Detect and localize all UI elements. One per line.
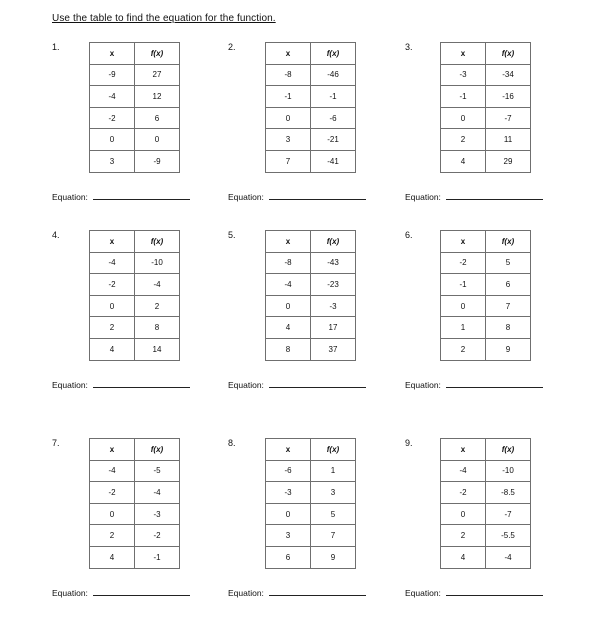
table-row <box>266 107 356 129</box>
fx-value-cell: 1 <box>311 460 356 482</box>
x-value-cell: 3 <box>90 150 135 172</box>
table-row <box>90 64 180 86</box>
table-row <box>441 295 531 317</box>
column-header-fx: f(x) <box>311 231 356 253</box>
table-header-row <box>266 439 356 461</box>
table-row <box>90 129 180 151</box>
problem-8 <box>228 438 408 638</box>
problem-number: 5. <box>228 230 236 240</box>
table-row <box>90 460 180 482</box>
answer-blank-line[interactable] <box>269 594 366 596</box>
fx-value-cell: -1 <box>311 86 356 108</box>
table-header-row <box>441 231 531 253</box>
column-header-x: x <box>90 43 135 65</box>
x-value-cell: -2 <box>441 482 486 504</box>
x-value-cell: -8 <box>266 64 311 86</box>
x-value-cell: -4 <box>90 460 135 482</box>
equation-label: Equation: <box>52 588 88 598</box>
x-value-cell: 2 <box>441 129 486 151</box>
fx-value-cell: -34 <box>486 64 531 86</box>
fx-value-cell: 3 <box>311 482 356 504</box>
x-value-cell: -2 <box>90 274 135 296</box>
equation-label: Equation: <box>52 192 88 202</box>
column-header-x: x <box>90 231 135 253</box>
equation-label: Equation: <box>52 380 88 390</box>
fx-value-cell: -6 <box>311 107 356 129</box>
table-row <box>90 525 180 547</box>
table-row <box>266 317 356 339</box>
x-value-cell: -1 <box>441 274 486 296</box>
x-value-cell: 4 <box>90 338 135 360</box>
equation-label: Equation: <box>405 588 441 598</box>
column-header-fx: f(x) <box>311 43 356 65</box>
table-row <box>266 546 356 568</box>
table-row <box>441 86 531 108</box>
fx-value-cell: -5 <box>135 460 180 482</box>
x-value-cell: 6 <box>266 546 311 568</box>
fx-value-cell: 9 <box>486 338 531 360</box>
equation-answer <box>405 380 543 390</box>
table-row <box>441 460 531 482</box>
fx-value-cell: 17 <box>311 317 356 339</box>
table-header-row <box>90 43 180 65</box>
fx-value-cell: 29 <box>486 150 531 172</box>
function-table <box>265 438 356 569</box>
function-table <box>89 42 180 173</box>
table-header-row <box>90 231 180 253</box>
function-table <box>89 230 180 361</box>
fx-value-cell: -10 <box>135 252 180 274</box>
table-row <box>90 295 180 317</box>
problem-number: 2. <box>228 42 236 52</box>
table-row <box>266 64 356 86</box>
answer-blank-line[interactable] <box>269 386 366 388</box>
fx-value-cell: -41 <box>311 150 356 172</box>
table-row <box>441 129 531 151</box>
fx-value-cell: -46 <box>311 64 356 86</box>
table-row <box>90 482 180 504</box>
x-value-cell: 7 <box>266 150 311 172</box>
fx-value-cell: 9 <box>311 546 356 568</box>
problem-6 <box>405 230 585 430</box>
fx-value-cell: -7 <box>486 107 531 129</box>
x-value-cell: 0 <box>90 295 135 317</box>
x-value-cell: 4 <box>441 546 486 568</box>
x-value-cell: -9 <box>90 64 135 86</box>
x-value-cell: 0 <box>90 129 135 151</box>
fx-value-cell: -21 <box>311 129 356 151</box>
equation-label: Equation: <box>228 588 264 598</box>
table-row <box>90 338 180 360</box>
column-header-x: x <box>441 231 486 253</box>
x-value-cell: 4 <box>441 150 486 172</box>
fx-value-cell: 8 <box>135 317 180 339</box>
equation-answer <box>228 588 366 598</box>
table-row <box>441 107 531 129</box>
column-header-fx: f(x) <box>486 231 531 253</box>
equation-label: Equation: <box>405 380 441 390</box>
fx-value-cell: 37 <box>311 338 356 360</box>
fx-value-cell: -8.5 <box>486 482 531 504</box>
equation-answer <box>405 588 543 598</box>
x-value-cell: 1 <box>441 317 486 339</box>
x-value-cell: -4 <box>90 86 135 108</box>
equation-answer <box>52 192 190 202</box>
fx-value-cell: -43 <box>311 252 356 274</box>
x-value-cell: 4 <box>90 546 135 568</box>
fx-value-cell: -10 <box>486 460 531 482</box>
x-value-cell: -6 <box>266 460 311 482</box>
table-row <box>90 86 180 108</box>
x-value-cell: -4 <box>90 252 135 274</box>
table-row <box>266 252 356 274</box>
column-header-fx: f(x) <box>311 439 356 461</box>
fx-value-cell: -5.5 <box>486 525 531 547</box>
answer-blank-line[interactable] <box>93 594 190 596</box>
fx-value-cell: 7 <box>311 525 356 547</box>
problem-4 <box>52 230 232 430</box>
problem-number: 8. <box>228 438 236 448</box>
answer-blank-line[interactable] <box>93 198 190 200</box>
fx-value-cell: 12 <box>135 86 180 108</box>
fx-value-cell: 27 <box>135 64 180 86</box>
fx-value-cell: 6 <box>486 274 531 296</box>
equation-answer <box>228 192 366 202</box>
x-value-cell: -4 <box>266 274 311 296</box>
fx-value-cell: -9 <box>135 150 180 172</box>
equation-answer <box>228 380 366 390</box>
table-row <box>266 460 356 482</box>
x-value-cell: 2 <box>441 338 486 360</box>
x-value-cell: 8 <box>266 338 311 360</box>
x-value-cell: 0 <box>266 503 311 525</box>
table-row <box>441 274 531 296</box>
problem-number: 1. <box>52 42 60 52</box>
table-header-row <box>266 231 356 253</box>
answer-blank-line[interactable] <box>446 594 543 596</box>
table-row <box>90 107 180 129</box>
x-value-cell: -1 <box>266 86 311 108</box>
column-header-x: x <box>441 43 486 65</box>
table-row <box>266 150 356 172</box>
problem-2 <box>228 42 408 242</box>
table-header-row <box>441 439 531 461</box>
function-table <box>440 230 531 361</box>
x-value-cell: -3 <box>266 482 311 504</box>
answer-blank-line[interactable] <box>446 198 543 200</box>
x-value-cell: -4 <box>441 460 486 482</box>
fx-value-cell: -1 <box>135 546 180 568</box>
column-header-x: x <box>266 43 311 65</box>
table-row <box>441 525 531 547</box>
table-row <box>441 252 531 274</box>
equation-label: Equation: <box>228 192 264 202</box>
x-value-cell: -2 <box>441 252 486 274</box>
x-value-cell: 0 <box>441 107 486 129</box>
fx-value-cell: -4 <box>135 482 180 504</box>
column-header-x: x <box>441 439 486 461</box>
table-row <box>441 338 531 360</box>
fx-value-cell: 8 <box>486 317 531 339</box>
problem-number: 3. <box>405 42 413 52</box>
x-value-cell: 3 <box>266 129 311 151</box>
table-row <box>90 252 180 274</box>
x-value-cell: -1 <box>441 86 486 108</box>
problem-number: 9. <box>405 438 413 448</box>
column-header-fx: f(x) <box>135 439 180 461</box>
table-row <box>90 274 180 296</box>
column-header-x: x <box>90 439 135 461</box>
fx-value-cell: 6 <box>135 107 180 129</box>
table-row <box>266 525 356 547</box>
table-row <box>441 482 531 504</box>
x-value-cell: 0 <box>266 107 311 129</box>
table-row <box>266 338 356 360</box>
instructions-heading: Use the table to find the equation for the function. <box>52 13 276 24</box>
fx-value-cell: -4 <box>135 274 180 296</box>
table-row <box>441 150 531 172</box>
function-table <box>265 230 356 361</box>
table-row <box>441 503 531 525</box>
function-table <box>440 438 531 569</box>
x-value-cell: 0 <box>441 295 486 317</box>
x-value-cell: -2 <box>90 107 135 129</box>
column-header-fx: f(x) <box>486 43 531 65</box>
table-row <box>266 503 356 525</box>
x-value-cell: 0 <box>90 503 135 525</box>
x-value-cell: 2 <box>90 525 135 547</box>
problem-5 <box>228 230 408 430</box>
problem-1 <box>52 42 232 242</box>
equation-answer <box>52 588 190 598</box>
table-row <box>90 503 180 525</box>
column-header-x: x <box>266 439 311 461</box>
fx-value-cell: -16 <box>486 86 531 108</box>
table-row <box>90 317 180 339</box>
x-value-cell: 2 <box>441 525 486 547</box>
x-value-cell: -2 <box>90 482 135 504</box>
problem-3 <box>405 42 585 242</box>
x-value-cell: 2 <box>90 317 135 339</box>
problem-number: 7. <box>52 438 60 448</box>
table-row <box>266 482 356 504</box>
table-row <box>90 150 180 172</box>
fx-value-cell: 2 <box>135 295 180 317</box>
function-table <box>440 42 531 173</box>
table-header-row <box>266 43 356 65</box>
problem-number: 6. <box>405 230 413 240</box>
fx-value-cell: -23 <box>311 274 356 296</box>
answer-blank-line[interactable] <box>93 386 190 388</box>
column-header-fx: f(x) <box>135 231 180 253</box>
table-row <box>266 129 356 151</box>
answer-blank-line[interactable] <box>269 198 366 200</box>
table-row <box>441 317 531 339</box>
fx-value-cell: 5 <box>311 503 356 525</box>
fx-value-cell: 14 <box>135 338 180 360</box>
problem-9 <box>405 438 585 638</box>
x-value-cell: 0 <box>266 295 311 317</box>
fx-value-cell: -4 <box>486 546 531 568</box>
function-table <box>89 438 180 569</box>
table-row <box>266 274 356 296</box>
problem-7 <box>52 438 232 638</box>
table-header-row <box>441 43 531 65</box>
answer-blank-line[interactable] <box>446 386 543 388</box>
table-row <box>266 295 356 317</box>
x-value-cell: 3 <box>266 525 311 547</box>
fx-value-cell: -7 <box>486 503 531 525</box>
fx-value-cell: -3 <box>311 295 356 317</box>
equation-label: Equation: <box>228 380 264 390</box>
fx-value-cell: 5 <box>486 252 531 274</box>
x-value-cell: 4 <box>266 317 311 339</box>
equation-label: Equation: <box>405 192 441 202</box>
equation-answer <box>52 380 190 390</box>
x-value-cell: -8 <box>266 252 311 274</box>
equation-answer <box>405 192 543 202</box>
table-row <box>441 546 531 568</box>
fx-value-cell: 7 <box>486 295 531 317</box>
x-value-cell: -3 <box>441 64 486 86</box>
x-value-cell: 0 <box>441 503 486 525</box>
column-header-fx: f(x) <box>135 43 180 65</box>
fx-value-cell: -2 <box>135 525 180 547</box>
column-header-fx: f(x) <box>486 439 531 461</box>
column-header-x: x <box>266 231 311 253</box>
table-row <box>441 64 531 86</box>
table-header-row <box>90 439 180 461</box>
table-row <box>266 86 356 108</box>
function-table <box>265 42 356 173</box>
problem-number: 4. <box>52 230 60 240</box>
fx-value-cell: -3 <box>135 503 180 525</box>
fx-value-cell: 11 <box>486 129 531 151</box>
fx-value-cell: 0 <box>135 129 180 151</box>
table-row <box>90 546 180 568</box>
